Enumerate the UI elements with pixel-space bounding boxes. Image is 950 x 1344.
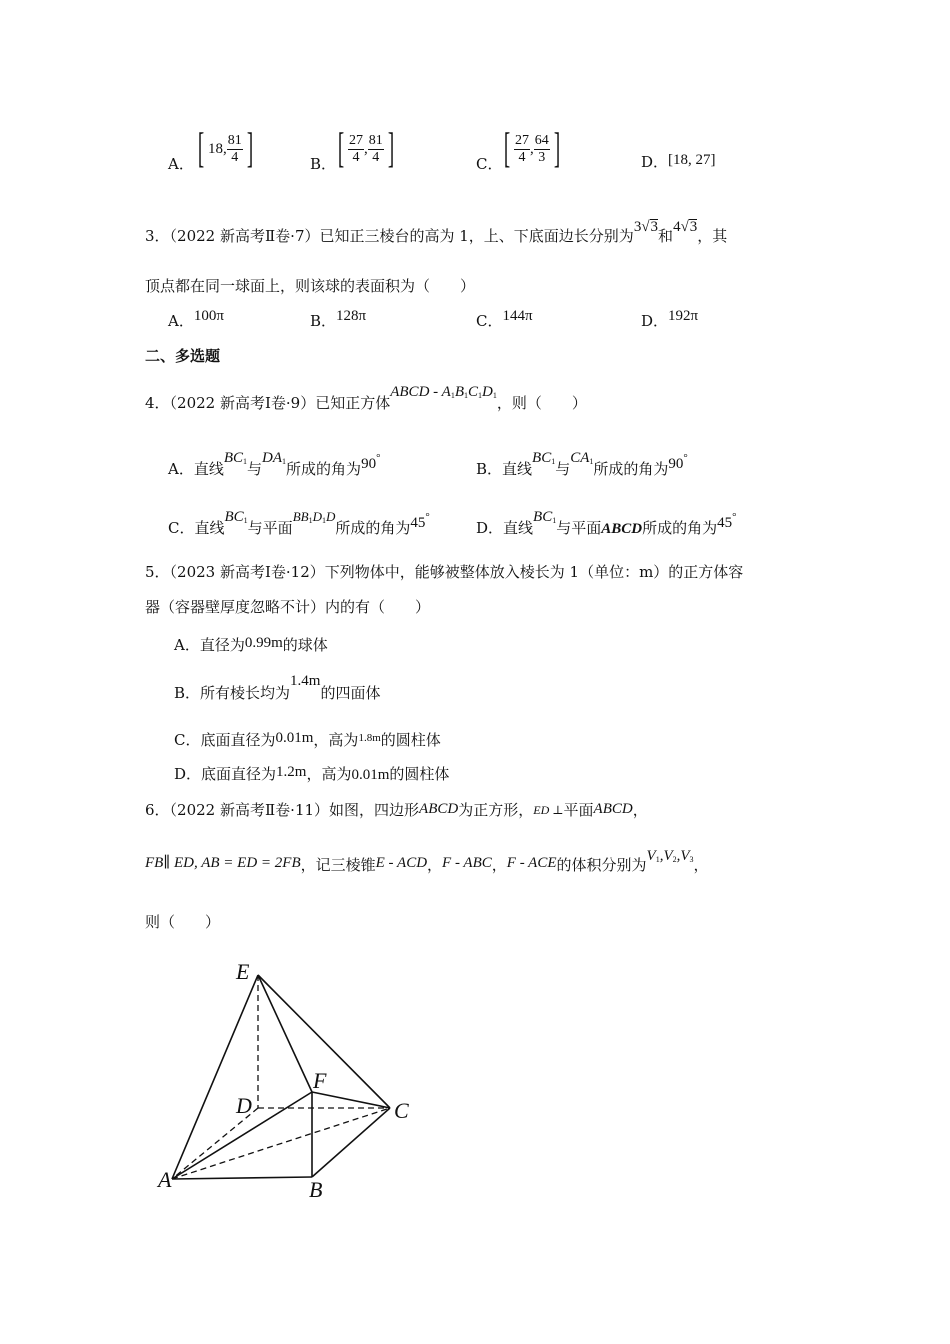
label-B: B: [309, 1177, 323, 1202]
q5-option-d: D．底面直径为1.2m，高为0.01m的圆柱体: [174, 764, 450, 783]
q5-option-a: A．直径为0.99m的球体: [174, 635, 328, 654]
q4-stem: 4．（2022 新高考Ⅰ卷·9）已知正方体ABCD - $A_1B_1C_1D_1$，则（ ）: [145, 384, 587, 412]
q3-line2: 顶点都在同一球面上，则该球的表面积为（ ）: [145, 277, 476, 295]
label-E: E: [236, 959, 250, 984]
edge-EA: [172, 975, 258, 1179]
q6-line1: 6．（2022 新高考Ⅱ卷·11）如图，四边形ABCD为正方形，ED ⊥平面ABCD，: [145, 801, 648, 819]
q3-option-b: B．128π: [310, 308, 367, 330]
edge-BC: [312, 1108, 390, 1177]
q4-option-d: D．直线$BC_1$与平面ABCD所成的角为45°: [476, 509, 737, 537]
q6-line2: FB∥ ED, AB = ED = 2FB，记三棱锥E - ACD，F - ABC，F - ACE的体积分别为$V_1,V_2,V_3$，: [145, 848, 709, 874]
label-F: F: [313, 1068, 327, 1093]
q5-option-c: C．底面直径为0.01m，高为$^{1.8m}$的圆柱体: [174, 730, 441, 749]
q5-line2: 器（容器壁厚度忽略不计）内的有（ ）: [145, 598, 431, 616]
label-A: A: [158, 1167, 172, 1192]
label-C: C: [394, 1098, 409, 1123]
q4-option-a: A．直线$BC_1$与$DA_1$所成的角为90°: [168, 450, 381, 478]
edge-EF: [258, 975, 312, 1092]
q6-figure: [150, 955, 430, 1205]
edge-FC: [312, 1092, 390, 1108]
edge-DA: [172, 1108, 258, 1179]
q4-option-c: C．直线$BC_1$与平面$BB_1D_1D$所成的角为45°: [168, 509, 430, 537]
q3-option-c: C．144π: [476, 308, 533, 330]
label-D: D: [236, 1093, 252, 1118]
q3-option-d: D．192π: [641, 308, 699, 330]
q5-line1: 5．（2023 新高考Ⅰ卷·12）下列物体中，能够被整体放入棱长为 1（单位：m）的正方体容: [145, 563, 744, 581]
q6-line3: 则（ ）: [145, 913, 221, 931]
q5-option-b: B．所有棱长均为1.4m的四面体: [174, 673, 381, 702]
section-title: 二、多选题: [145, 347, 221, 365]
q2-option-d: D．[18, 27]: [641, 152, 716, 171]
edge-AB: [172, 1177, 312, 1179]
q3-line1: 3．（2022 新高考Ⅱ卷·7）已知正三棱台的高为 1，上、下底面边长分别为3√3和4√3，其: [145, 219, 728, 245]
q3-option-a: A．100π: [168, 308, 224, 330]
q4-option-b: B．直线$BC_1$与$CA_1$所成的角为90°: [476, 450, 688, 478]
edge-AC: [172, 1108, 390, 1179]
